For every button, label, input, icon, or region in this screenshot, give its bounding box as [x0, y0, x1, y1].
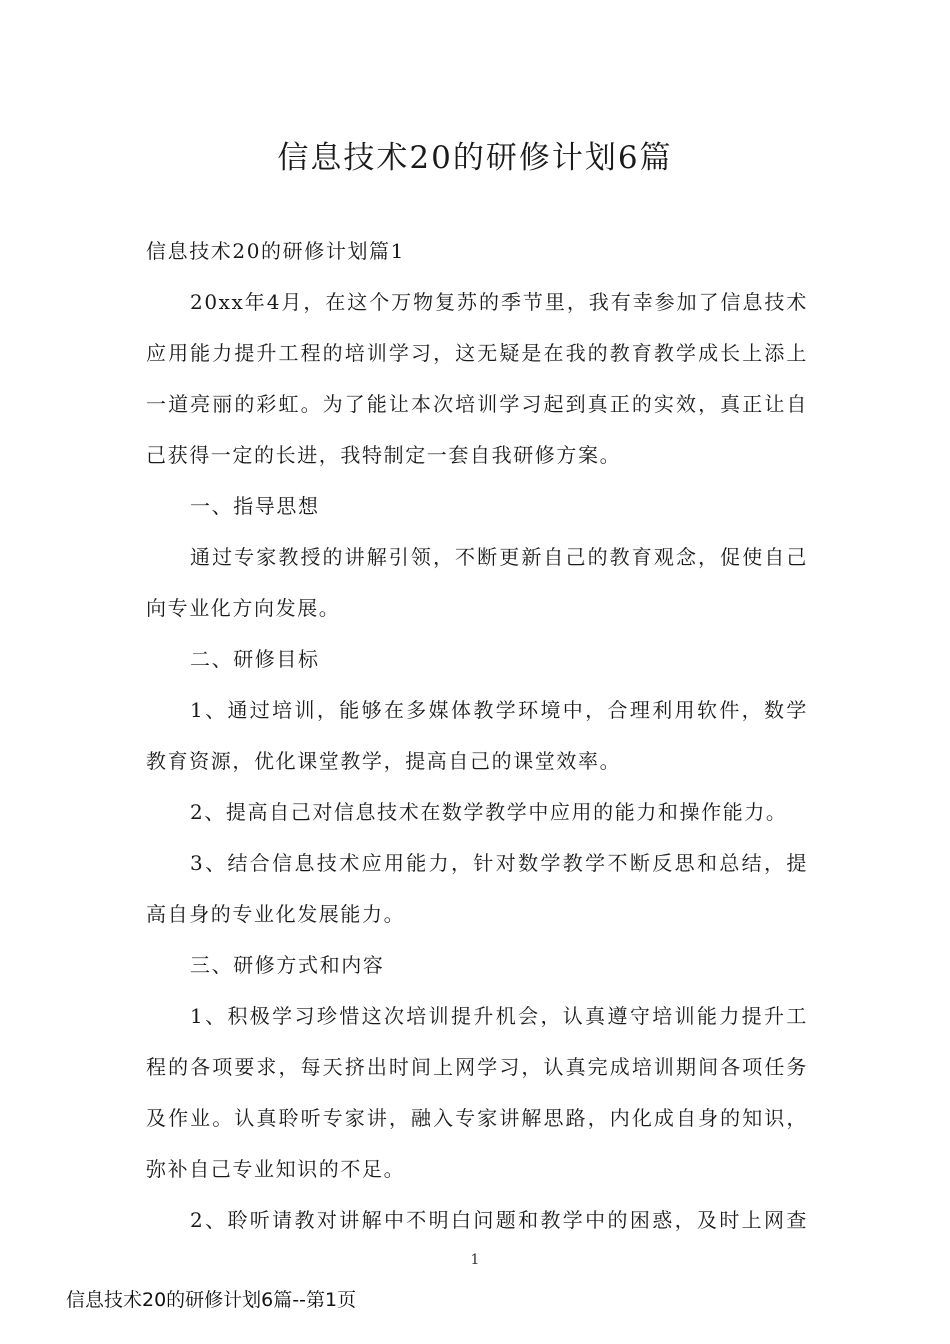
body-line: 程的各项要求，每天挤出时间上网学习，认真完成培训期间各项任务: [146, 1055, 808, 1079]
section-heading: 一、指导思想: [190, 494, 320, 518]
document-body: [146, 226, 808, 1246]
body-line: 3、结合信息技术应用能力，针对数学教学不断反思和总结，提: [190, 851, 808, 875]
body-line: 教育资源，优化课堂教学，提高自己的课堂效率。: [146, 749, 622, 773]
page-number: 1: [470, 1252, 480, 1268]
body-line: 20xx年4月，在这个万物复苏的季节里，我有幸参加了信息技术: [190, 290, 808, 314]
body-line: 一道亮丽的彩虹。为了能让本次培训学习起到真正的实效，真正让自: [146, 392, 808, 416]
document-title: 信息技术20的研修计划6篇: [277, 140, 673, 176]
page-footer: 信息技术20的研修计划6篇--第1页: [66, 1289, 357, 1311]
body-line: 应用能力提升工程的培训学习，这无疑是在我的教育教学成长上添上: [146, 341, 808, 365]
section-heading: 二、研修目标: [190, 647, 320, 671]
section-heading: 三、研修方式和内容: [190, 953, 385, 977]
body-line: 己获得一定的长进，我特制定一套自我研修方案。: [146, 443, 622, 467]
body-line: 向专业化方向发展。: [146, 596, 341, 620]
body-line: 高自身的专业化发展能力。: [146, 902, 406, 926]
body-line: 2、提高自己对信息技术在数学教学中应用的能力和操作能力。: [190, 800, 788, 824]
body-line: 弥补自己专业知识的不足。: [146, 1157, 406, 1181]
body-line: 1、通过培训，能够在多媒体教学环境中，合理利用软件，数学: [190, 698, 808, 722]
body-line: 2、聆听请教对讲解中不明白问题和教学中的困惑，及时上网查: [190, 1208, 808, 1232]
body-line: 信息技术20的研修计划篇1: [146, 239, 405, 263]
body-line: 1、积极学习珍惜这次培训提升机会，认真遵守培训能力提升工: [190, 1004, 808, 1028]
body-line: 及作业。认真聆听专家讲，融入专家讲解思路，内化成自身的知识，: [146, 1106, 808, 1130]
body-line: 通过专家教授的讲解引领，不断更新自己的教育观念，促使自己: [190, 545, 808, 569]
